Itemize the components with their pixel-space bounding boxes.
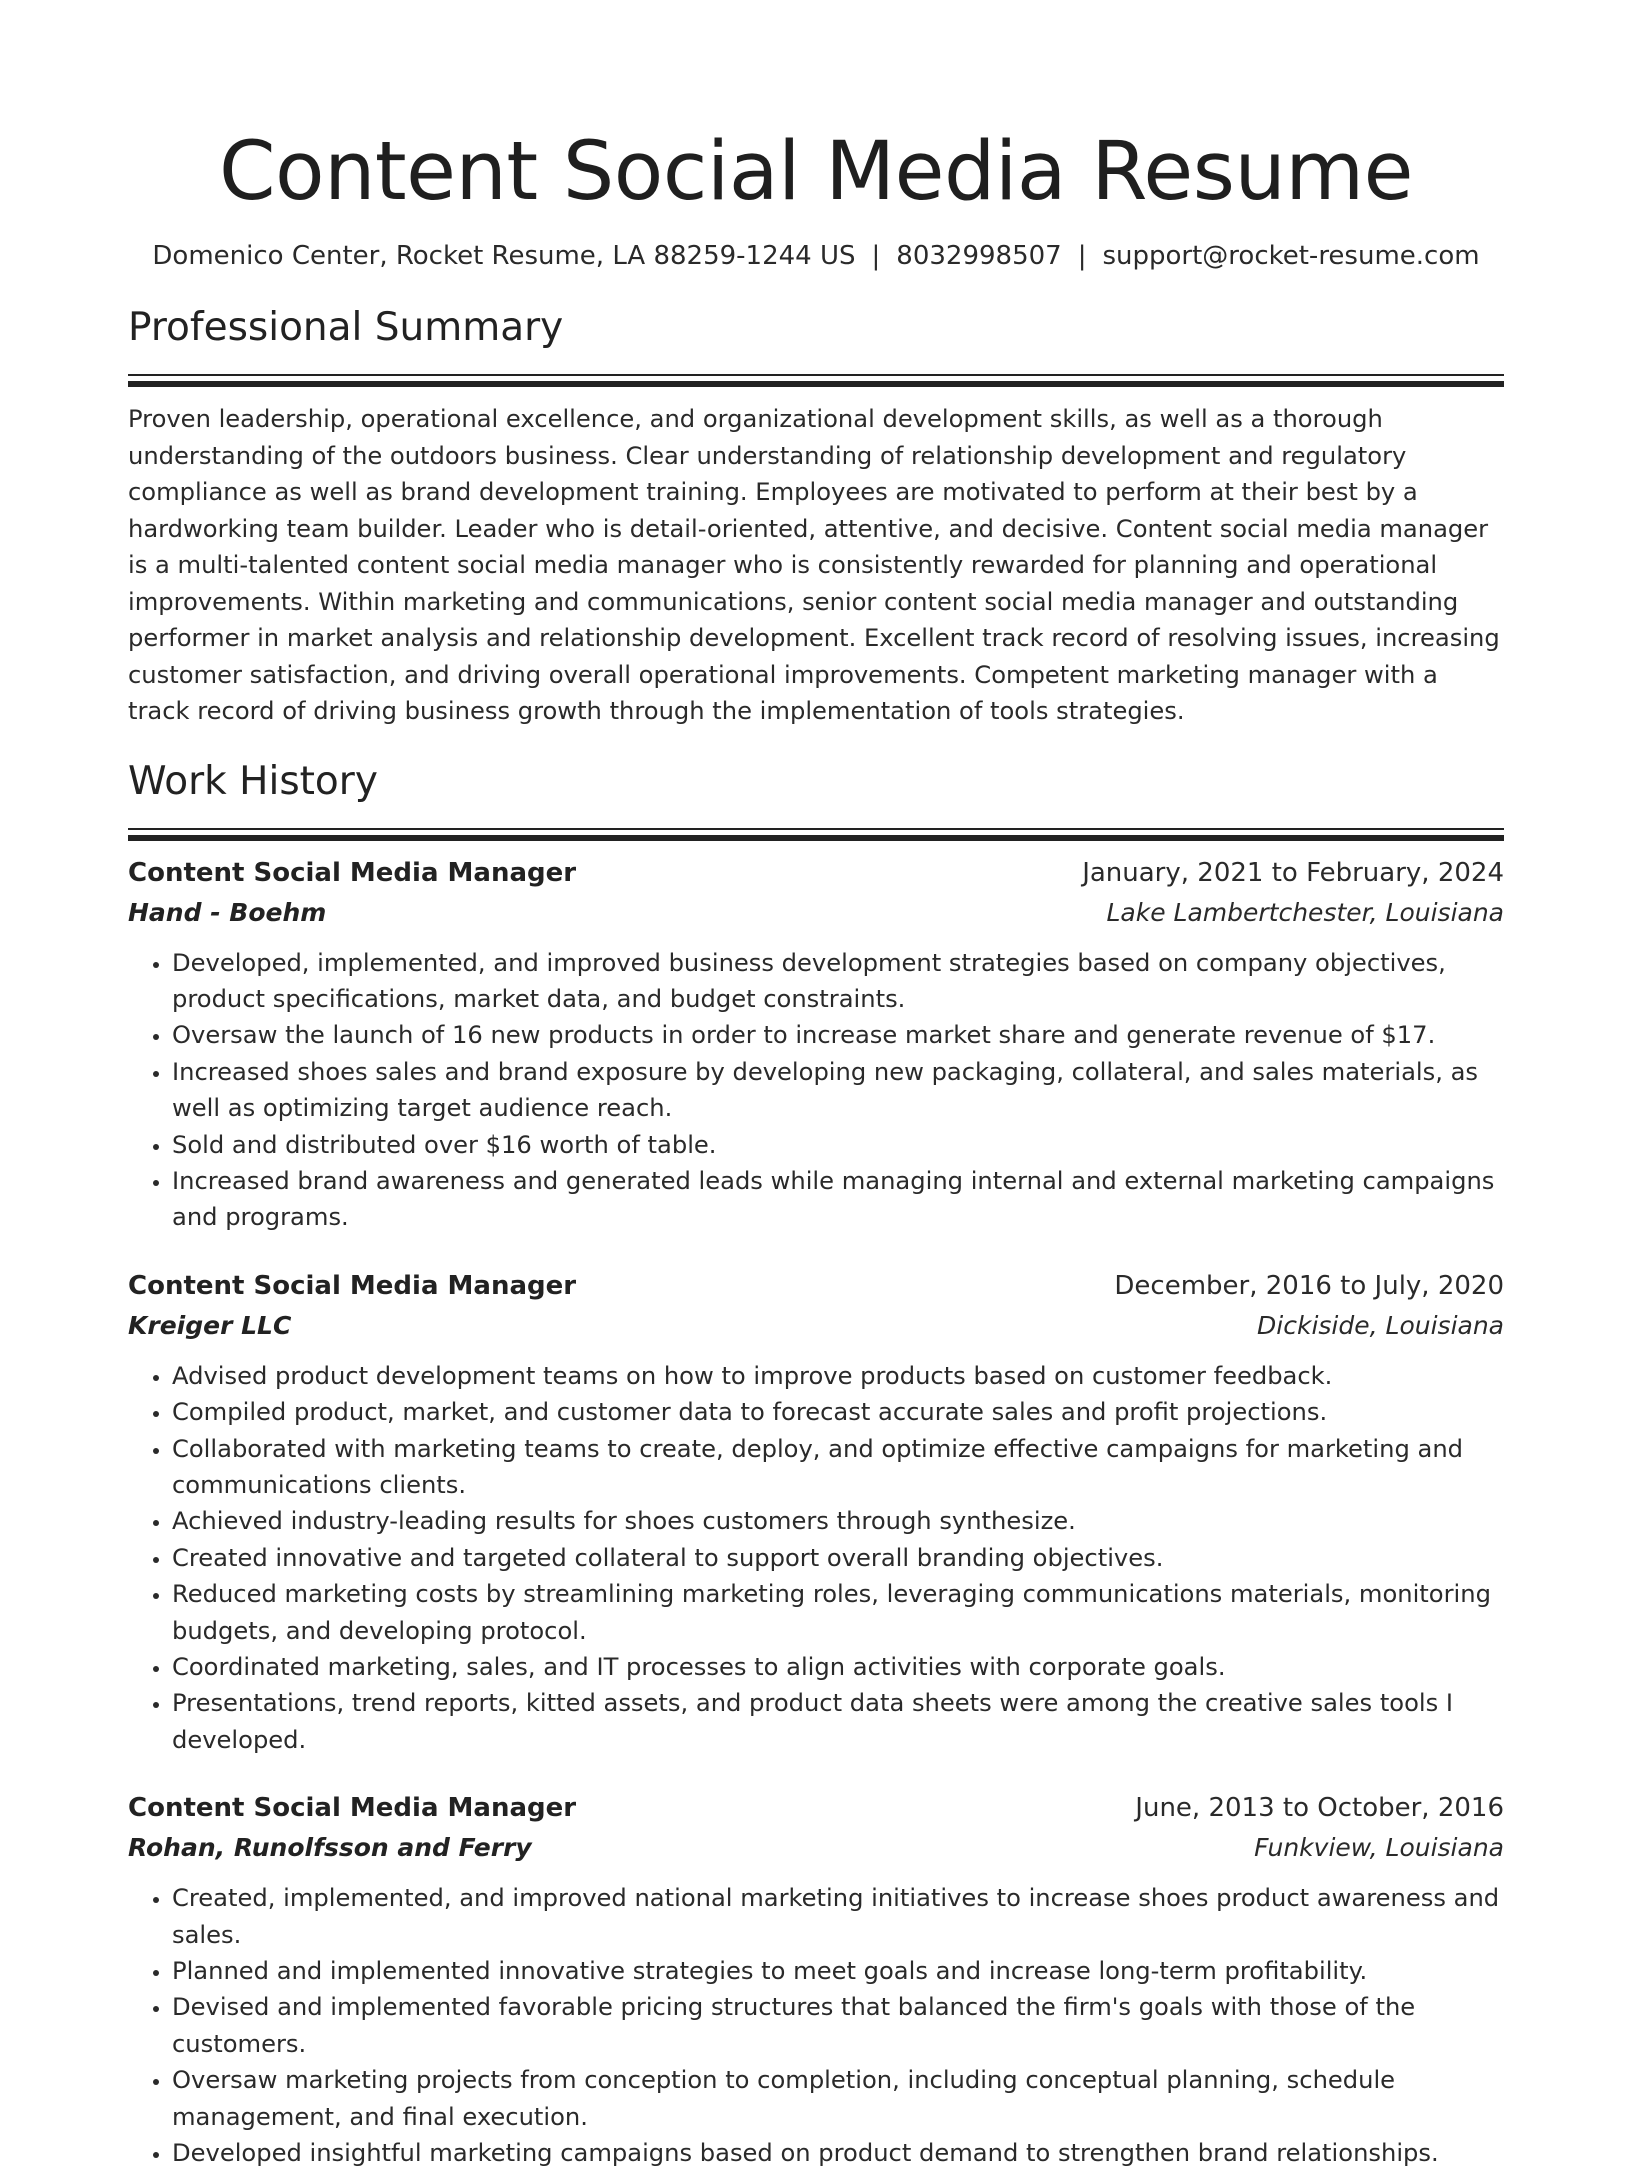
job-bullet: • Achieved industry-leading results for shoes customers through synthesize.: [172, 1503, 1504, 1539]
job-location: Lake Lambertchester, Louisiana: [1106, 897, 1504, 927]
work-history-section: [128, 756, 1504, 2172]
job-bullet: • Advised product development teams on how to improve products based on customer feedback.: [172, 1358, 1504, 1394]
job-bullet: • Coordinated marketing, sales, and IT processes to align activities with corporate goals.: [172, 1649, 1504, 1685]
job-bullet: • Developed insightful marketing campaigns based on product demand to strengthen brand relationships.: [172, 2135, 1504, 2171]
job-company: Hand - Boehm: [128, 897, 327, 927]
job-title: Content Social Media Manager: [128, 857, 577, 888]
job-bullet: • Oversaw the launch of 16 new products in order to increase market share and generate revenue of $17.: [172, 1017, 1504, 1053]
job-bullet-list: [128, 945, 1504, 1236]
job-bullet: • Sold and distributed over $16 worth of table.: [172, 1127, 1504, 1163]
job-bullet-list: [128, 1358, 1504, 1758]
job-dates: June, 2013 to October, 2016: [1135, 1793, 1504, 1824]
job-dates: January, 2021 to February, 2024: [1082, 857, 1504, 888]
job-location: Dickiside, Louisiana: [1257, 1310, 1504, 1340]
job-location: Funkview, Louisiana: [1254, 1833, 1504, 1863]
job-company-row: [128, 893, 1504, 933]
job-company-row: [128, 1306, 1504, 1346]
job-bullet: • Collaborated with marketing teams to create, deploy, and optimize effective campaigns for marketing and communications clients.: [172, 1431, 1504, 1504]
job-bullet: • Oversaw marketing projects from conception to completion, including conceptual planning, schedule management, and final execution.: [172, 2062, 1504, 2135]
job-entry: [128, 1788, 1504, 2171]
summary-text: Proven leadership, operational excellence, and organizational development skills, as well as a thorough understanding of the outdoors business. Clear understanding of relationship development and regulatory compliance as well as brand development training. Employees are motivated to perform at their best by a hardworking team builder. Leader who is detail-oriented, attentive, and decisive. Content social media manager is a multi-talented content social media manager who is consistently rewarded for planning and operational improvements. Within marketing and communications, senior content social media manager and outstanding performer in market analysis and relationship development. Excellent track record of resolving issues, increasing customer satisfaction, and driving overall operational improvements. Competent marketing manager with a track record of driving business growth through the implementation of tools strategies.: [128, 405, 1500, 725]
job-header-row: [128, 1788, 1504, 1828]
job-bullet: • Devised and implemented favorable pricing structures that balanced the firm's goals with those of the customers.: [172, 1989, 1504, 2062]
resume-title: Content Social Media Resume: [218, 125, 1414, 219]
job-header-row: [128, 853, 1504, 893]
contact-separator: |: [1077, 241, 1087, 271]
job-bullet: • Compiled product, market, and customer data to forecast accurate sales and profit projections.: [172, 1394, 1504, 1430]
job-company-row: [128, 1828, 1504, 1868]
job-list: [128, 853, 1504, 2172]
job-bullet: • Increased brand awareness and generated leads while managing internal and external marketing campaigns and programs.: [172, 1163, 1504, 1236]
job-bullet-list: [128, 1880, 1504, 2171]
contact-email: support@rocket-resume.com: [1102, 241, 1480, 271]
section-heading: Work History: [128, 758, 378, 804]
job-title: Content Social Media Manager: [128, 1793, 577, 1824]
job-bullet: • Developed, implemented, and improved business development strategies based on company objectives, product specifications, market data, and budget constraints.: [172, 945, 1504, 1018]
job-dates: December, 2016 to July, 2020: [1114, 1270, 1504, 1301]
job-entry: [128, 1266, 1504, 1758]
professional-summary-section: [128, 302, 1504, 730]
job-company: Kreiger LLC: [128, 1310, 292, 1340]
contact-address: Domenico Center, Rocket Resume, LA 88259-1244 US: [152, 241, 856, 271]
job-bullet: • Planned and implemented innovative strategies to meet goals and increase long-term profitability.: [172, 1953, 1504, 1989]
job-bullet: • Created, implemented, and improved national marketing initiatives to increase shoes product awareness and sales.: [172, 1880, 1504, 1953]
section-divider: [128, 828, 1504, 841]
job-company: Rohan, Runolfsson and Ferry: [128, 1833, 532, 1863]
job-title: Content Social Media Manager: [128, 1270, 577, 1301]
job-bullet: • Presentations, trend reports, kitted assets, and product data sheets were among the creative sales tools I developed.: [172, 1685, 1504, 1758]
job-bullet: • Increased shoes sales and brand exposure by developing new packaging, collateral, and sales materials, as well as optimizing target audience reach.: [172, 1054, 1504, 1127]
section-divider: [128, 374, 1504, 387]
job-header-row: [128, 1266, 1504, 1306]
job-entry: [128, 853, 1504, 1236]
contact-phone: 8032998507: [896, 241, 1062, 271]
section-heading: Professional Summary: [128, 305, 564, 350]
resume-page: [128, 0, 1504, 2171]
job-bullet: • Reduced marketing costs by streamlining marketing roles, leveraging communications materials, monitoring budgets, and developing protocol.: [172, 1576, 1504, 1649]
contact-separator: |: [871, 241, 881, 271]
job-bullet: • Created innovative and targeted collateral to support overall branding objectives.: [172, 1540, 1504, 1576]
contact-line: [128, 238, 1504, 274]
